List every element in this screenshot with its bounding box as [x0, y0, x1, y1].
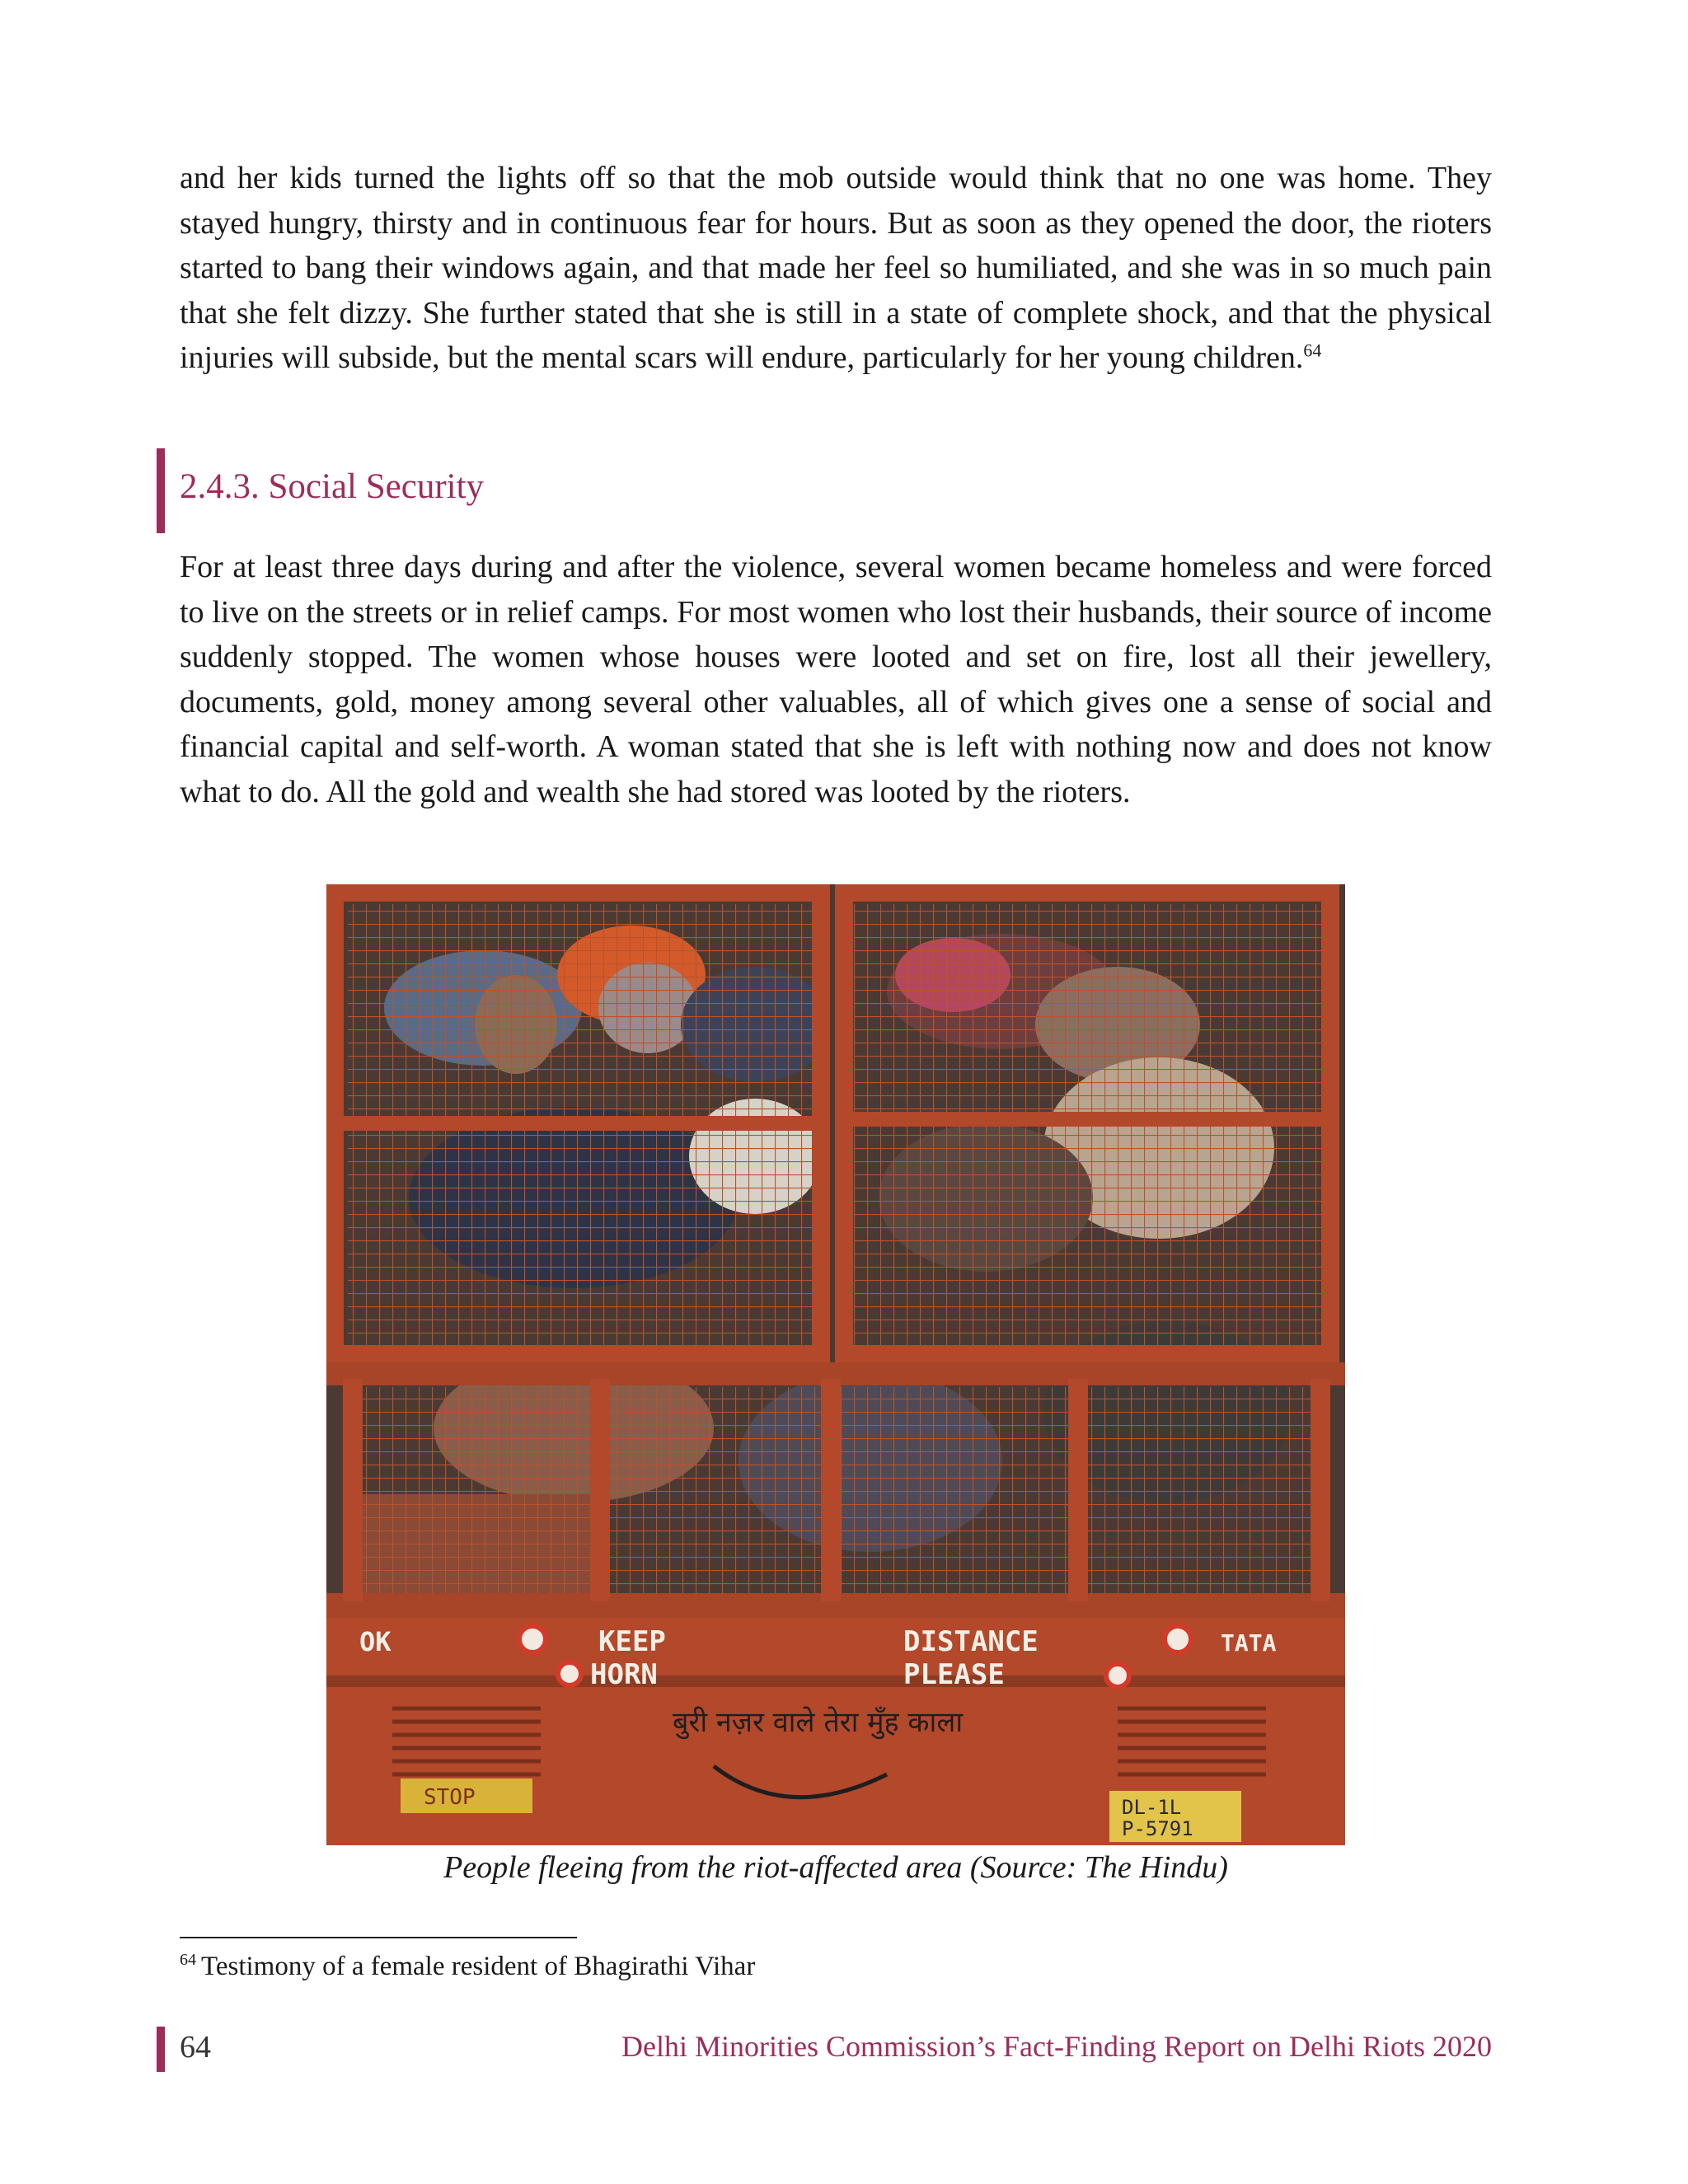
figure-photo — [326, 884, 1345, 1845]
body-paragraph-2: For at least three days during and after the violence, several women became homeless and were forced to live on the streets or in relief camps. For most women who lost their husbands, their source of income suddenly stopped. The women whose houses were looted and set on fire, lost all their jewellery, documents, gold, money among several other valuables, all of which gives one a sense of social and financial capital and self-worth. A woman stated that she is left with nothing now and does not know what to do. All the gold and wealth she had stored was looted by the rioters. — [180, 550, 1492, 809]
footer-accent-bar — [157, 2027, 165, 2072]
paragraph-1-text: and her kids turned the lights off so that the mob outside would think that no one was home. They stayed hungry, thirsty and in continuous fear for hours. But as soon as they opened the door, the rioters started to bang their windows again, and that made her feel so humiliated, and she was in so much pain that she felt dizzy. She further stated that she is still in a state of complete shock, and that the physical injuries will subside, but the mental scars will endure, particularly for her young children. — [180, 161, 1492, 375]
footnote-ref-64[interactable]: 64 — [1303, 340, 1322, 361]
truck-text-tata: TATA — [1221, 1629, 1277, 1657]
footnote-64 — [180, 1952, 755, 1982]
truck-photo-illustration — [326, 884, 1345, 1845]
truck-text-stop: STOP — [424, 1785, 476, 1810]
section-accent-bar — [157, 448, 165, 533]
truck-text-ok: OK — [359, 1626, 392, 1657]
figure-caption: People fleeing from the riot-affected area (Source: The Hindu) — [443, 1850, 1228, 1885]
truck-text-please: PLEASE — [903, 1658, 1005, 1691]
footnote-text: Testimony of a female resident of Bhagirathi Vihar — [201, 1952, 756, 1981]
body-paragraph-1 — [180, 156, 1492, 381]
number-plate-line-1: DL-1L — [1122, 1796, 1182, 1819]
section-heading: 2.4.3. Social Security — [180, 467, 485, 506]
footnote-divider — [180, 1937, 577, 1938]
page-number: 64 — [180, 2030, 211, 2064]
running-title: Delhi Minorities Commission’s Fact-Finding Report on Delhi Riots 2020 — [621, 2030, 1492, 2063]
truck-text-distance: DISTANCE — [903, 1625, 1039, 1658]
truck-text-keep: KEEP — [598, 1625, 666, 1658]
truck-text-hindi: बुरी नज़र वाले तेरा मुँह काला — [673, 1706, 964, 1739]
footnote-number: 64 — [180, 1951, 196, 1969]
number-plate-line-2: P-5791 — [1122, 1817, 1193, 1840]
truck-text-horn: HORN — [590, 1658, 658, 1691]
